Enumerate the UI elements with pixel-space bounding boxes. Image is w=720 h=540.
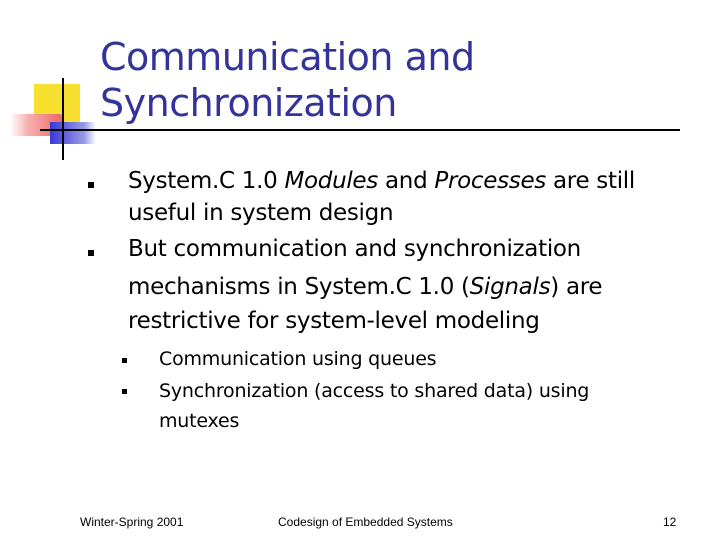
title-underline-rule bbox=[40, 129, 680, 131]
bullet-2-line-3: restrictive for system-level modeling bbox=[128, 308, 540, 334]
bullet-2-line-1: But communication and synchronization bbox=[128, 236, 581, 262]
blue-bar-decoration bbox=[50, 122, 96, 144]
slide-title bbox=[100, 34, 700, 126]
vertical-rule-decoration bbox=[62, 78, 64, 160]
footer-course-title: Codesign of Embedded Systems bbox=[278, 515, 453, 529]
slide-title-line-2: Synchronization bbox=[100, 81, 397, 125]
sub-bullet-2-line-2: mutexes bbox=[159, 410, 240, 432]
footer-date: Winter-Spring 2001 bbox=[80, 515, 184, 529]
bullet-marker bbox=[88, 250, 94, 256]
bullet-1-line-2: useful in system design bbox=[128, 200, 394, 226]
sub-bullet-marker bbox=[122, 358, 127, 363]
bullet-marker bbox=[88, 182, 94, 188]
sub-bullet-1-line-1: Communication using queues bbox=[159, 348, 437, 370]
slide-title-line-1: Communication and bbox=[100, 35, 475, 79]
sub-bullet-2-line-1: Synchronization (access to shared data) using bbox=[159, 380, 590, 402]
bullet-1-line-1: System.C 1.0 Modules and Processes are still bbox=[128, 168, 635, 194]
bullet-2-line-2: mechanisms in System.C 1.0 (Signals) are bbox=[128, 274, 603, 300]
sub-bullet-marker bbox=[122, 389, 127, 394]
footer-page-number: 12 bbox=[663, 515, 677, 529]
